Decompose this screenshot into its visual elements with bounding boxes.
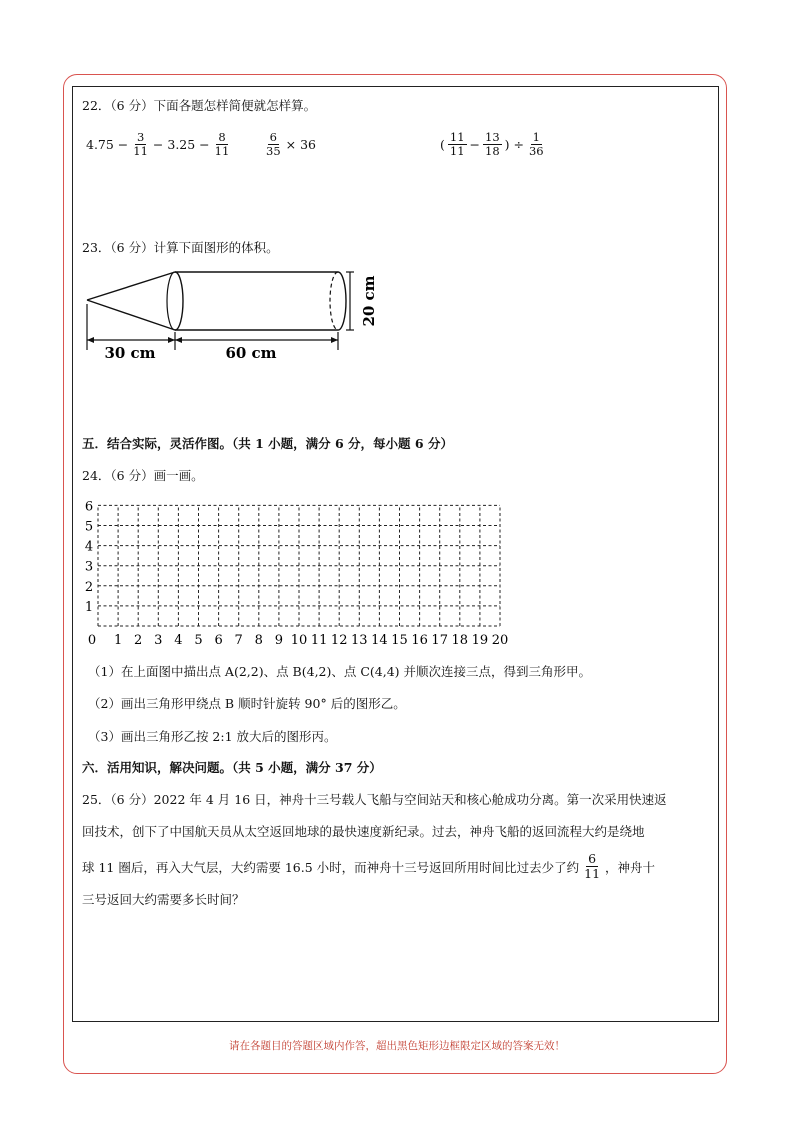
q24-item-3: （3）画出三角形乙按 2:1 放大后的图形丙。 (88, 729, 337, 744)
x-axis-tick-label: 8 (254, 633, 263, 648)
expr1-part-b: − 3.25 − (152, 137, 210, 153)
fraction-8-11: $\frac{8}{11}$ (214, 130, 230, 159)
x-axis-tick-label: 1 (113, 633, 123, 648)
q25-line-1: 25．（6 分）2022 年 4 月 16 日，神舟十三号载人飞船与空间站天和核心舱成功分离。第一次采用快速返 (82, 792, 667, 807)
x-axis-tick-label: 14 (371, 633, 388, 648)
y-axis-tick-label: 4 (84, 539, 94, 555)
x-axis-tick-label: 18 (451, 633, 469, 648)
x-axis-tick-label: 12 (330, 633, 348, 648)
cone-length-label: 30 cm (104, 344, 156, 362)
x-axis-tick-label: 13 (351, 633, 368, 648)
section-6-title: 六．活用知识，解决问题。（共 5 小题，满分 37 分） (82, 760, 382, 775)
cylinder-left-ellipse-back (167, 272, 175, 330)
fraction-6-35: $\frac{6}{35}$ (266, 130, 281, 159)
x-axis-tick-label: 2 (134, 633, 143, 648)
q22-expression-2 (263, 131, 316, 158)
fraction-1-36: $\frac{1}{36}$ (528, 130, 544, 159)
fraction-13-18: $\frac{13}{18}$ (485, 130, 500, 159)
cylinder-right-ellipse-front (338, 272, 346, 330)
x-axis-tick-label: 4 (174, 633, 183, 648)
footer-warning: 请在各题目的答题区域内作答，超出黑色矩形边框限定区域的答案无效！ (229, 1040, 565, 1052)
q24-header: 24．（6 分）画一画。 (82, 468, 204, 483)
q25-line-2: 回技术，创下了中国航天员从太空返回地球的最快速度新纪录。过去，神舟飞船的返回流程大约是绕地 (82, 824, 645, 839)
expr1-part-a: 4.75 − (86, 137, 129, 153)
section-5-title: 五．结合实际，灵活作图。（共 1 小题，满分 6 分，每小题 6 分） (82, 436, 453, 451)
fraction-3-11: $\frac{3}{11}$ (133, 130, 148, 159)
expr3-open: ( (440, 137, 445, 153)
expr3-close: ) ÷ (504, 137, 524, 153)
y-axis-tick-label: 2 (84, 579, 94, 595)
x-axis-tick-label: 11 (310, 633, 328, 648)
q22-expression-3 (440, 131, 547, 158)
y-axis-tick-label: 5 (84, 519, 94, 535)
x-axis-tick-label: 20 (491, 633, 509, 648)
q25-line-3b: ，神舟十 (605, 859, 656, 875)
fraction-11-11: $\frac{11}{11}$ (449, 130, 465, 159)
x-axis-tick-label: 9 (274, 633, 284, 648)
cylinder-left-ellipse-front (175, 272, 183, 330)
q24-item-2: （2）画出三角形甲绕点 B 顺时针旋转 90° 后的图形乙。 (88, 696, 406, 711)
x-axis-tick-label: 0 (87, 633, 97, 648)
x-axis-tick-label: 3 (154, 633, 163, 648)
x-axis-tick-label: 10 (290, 633, 308, 648)
q24-item-1: （1）在上面图中描出点 A(2,2)、点 B(4,2)、点 C(4,4) 并顺次连接三点，得到三角形甲。 (88, 664, 592, 679)
q25-line-3 (82, 852, 655, 882)
x-axis-tick-label: 7 (234, 633, 243, 648)
q22-header: 22．（6 分）下面各题怎样简便就怎样算。 (82, 98, 317, 113)
x-axis-tick-label: 17 (431, 633, 448, 648)
x-axis-tick-label: 15 (391, 633, 408, 648)
x-axis-tick-label: 6 (214, 633, 223, 648)
diameter-label: 20 cm (360, 275, 378, 327)
y-axis-tick-label: 6 (84, 499, 94, 515)
cone-top-edge (87, 272, 175, 300)
q22-expression-1 (86, 131, 232, 158)
x-axis-tick-label: 5 (194, 633, 203, 648)
q25-line-3a: 球 11 圈后，再入大气层，大约需要 16.5 小时，而神舟十三号返回所用时间比过去少了约 (82, 859, 580, 875)
x-axis-tick-label: 19 (471, 633, 489, 648)
x-axis-tick-label: 16 (411, 633, 428, 648)
q23-header: 23．（6 分）计算下面图形的体积。 (82, 240, 279, 255)
coordinate-grid (80, 496, 510, 652)
y-axis-tick-label: 1 (84, 599, 94, 615)
cylinder-right-ellipse-back (330, 272, 338, 330)
fraction-6-11: $\frac{6}{11}$ (584, 851, 601, 882)
cone-bottom-edge (87, 300, 175, 330)
expr2-tail: × 36 (285, 137, 316, 153)
cone-cylinder-figure (80, 266, 400, 366)
cylinder-length-label: 60 cm (225, 344, 277, 362)
expr3-minus: − (469, 137, 481, 153)
y-axis-tick-label: 3 (84, 559, 94, 575)
q25-line-4: 三号返回大约需要多长时间？ (82, 892, 245, 907)
